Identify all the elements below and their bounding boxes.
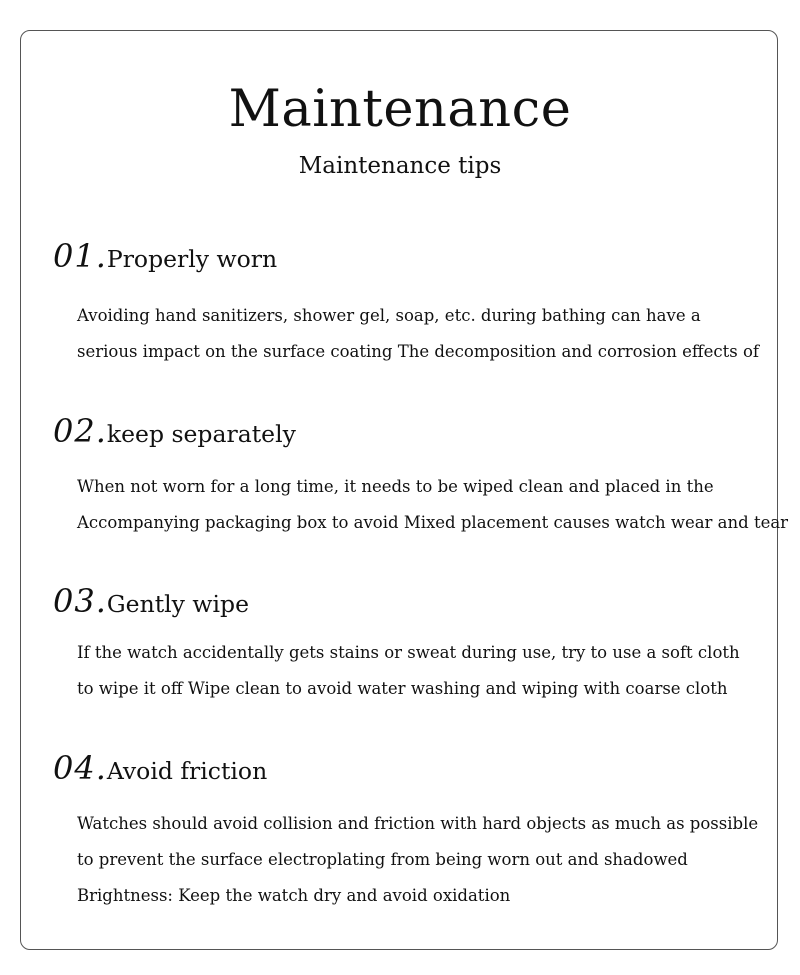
section-text-line: Watches should avoid collision and friction with hard objects as much as possible bbox=[77, 814, 759, 833]
section-text-line: to wipe it off Wipe clean to avoid water washing and wiping with coarse cloth bbox=[77, 679, 728, 698]
section-number: 02. bbox=[53, 412, 107, 450]
section-text-line: Avoiding hand sanitizers, shower gel, soap, etc. during bathing can have a bbox=[77, 306, 701, 325]
section-heading bbox=[53, 236, 783, 282]
section-text-line: If the watch accidentally gets stains or sweat during use, try to use a soft cloth bbox=[77, 643, 740, 662]
section-title: keep separately bbox=[106, 420, 296, 448]
section-keep-separately bbox=[53, 411, 789, 541]
page-title: Maintenance bbox=[228, 80, 572, 139]
section-heading bbox=[53, 411, 783, 457]
section-text-line: When not worn for a long time, it needs to be wiped clean and placed in the bbox=[77, 477, 714, 496]
section-gently-wipe bbox=[53, 581, 783, 707]
section-number: 01. bbox=[53, 237, 107, 275]
section-properly-worn bbox=[53, 236, 783, 370]
section-number: 04. bbox=[53, 749, 107, 787]
section-number: 03. bbox=[53, 582, 107, 620]
section-title: Gently wipe bbox=[106, 590, 249, 618]
page-subtitle: Maintenance tips bbox=[298, 153, 502, 179]
section-text-line: Accompanying packaging box to avoid Mixed placement causes watch wear and tear bbox=[77, 513, 789, 532]
section-title: Avoid friction bbox=[106, 757, 268, 785]
section-heading bbox=[53, 581, 783, 627]
section-title: Properly worn bbox=[106, 245, 278, 273]
section-text-line: to prevent the surface electroplating from being worn out and shadowed bbox=[77, 850, 688, 869]
section-heading bbox=[53, 748, 783, 794]
section-text-line: Brightness: Keep the watch dry and avoid oxidation bbox=[77, 886, 511, 905]
section-text-line: serious impact on the surface coating The decomposition and corrosion effects of bbox=[77, 342, 760, 361]
section-avoid-friction bbox=[53, 748, 783, 914]
